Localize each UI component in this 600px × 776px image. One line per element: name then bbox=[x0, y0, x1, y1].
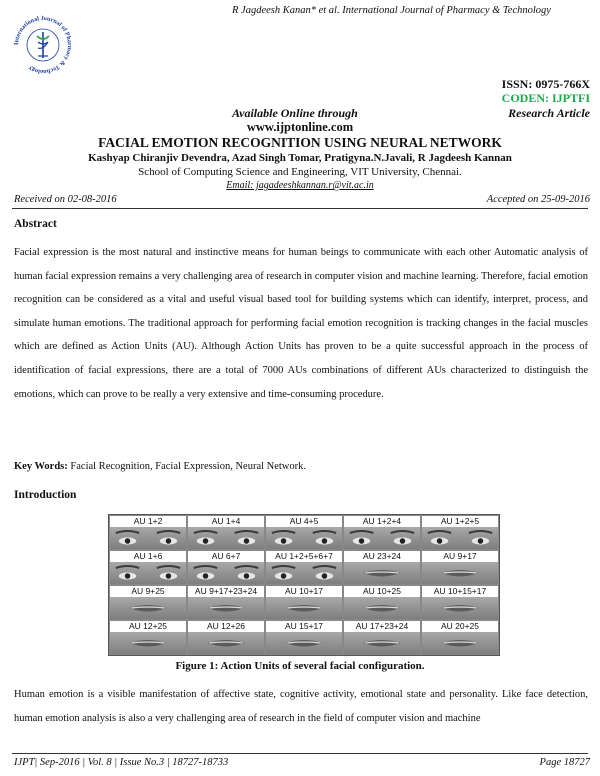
au-label: AU 1+2+5+6+7 bbox=[275, 551, 333, 561]
logo-ring-text: International Journal of Pharmacy & Technology bbox=[12, 14, 74, 76]
eyes-image bbox=[110, 562, 186, 584]
mouth-image bbox=[344, 597, 420, 619]
au-label: AU 17+23+24 bbox=[355, 621, 409, 631]
au-label: AU 23+24 bbox=[362, 551, 402, 561]
au-label: AU 10+17 bbox=[284, 586, 324, 596]
footer-citation: IJPT| Sep-2016 | Vol. 8 | Issue No.3 | 18727-18733 bbox=[14, 757, 229, 768]
figure-caption: Figure 1: Action Units of several facial configuration. bbox=[175, 660, 425, 672]
au-cell bbox=[265, 550, 343, 585]
keywords-text: Facial Recognition, Facial Expression, Neural Network. bbox=[67, 461, 307, 472]
page-number: Page 18727 bbox=[539, 757, 590, 768]
mouth-image bbox=[422, 632, 498, 654]
introduction-text: Human emotion is a visible manifestation of affective state, cognitive activity, emotional state and personality. Like face detection, human emotion analysis is also a very challenging area of research in the field of computer vision and machine bbox=[14, 689, 588, 724]
issn: ISSN: 0975-766X bbox=[501, 77, 590, 91]
au-label: AU 15+17 bbox=[284, 621, 324, 631]
eyes-image bbox=[422, 527, 498, 549]
au-cell bbox=[109, 620, 187, 655]
authors: Kashyap Chiranjiv Devendra, Azad Singh Tomar, Pratigyna.N.Javali, R Jagdeesh Kannan bbox=[88, 152, 512, 164]
available-online: Available Online through bbox=[232, 106, 358, 120]
mouth-image bbox=[344, 632, 420, 654]
coden: CODEN: IJPTFI bbox=[501, 91, 590, 105]
introduction-heading: Introduction bbox=[14, 489, 77, 501]
au-label: AU 1+4 bbox=[211, 516, 241, 526]
accepted-date: Accepted on 25-09-2016 bbox=[486, 194, 590, 205]
mouth-image bbox=[344, 562, 420, 584]
au-label: AU 1+2+4 bbox=[362, 516, 402, 526]
action-units-figure bbox=[108, 514, 500, 656]
keywords bbox=[14, 461, 306, 472]
action-units-grid bbox=[109, 515, 499, 655]
abstract-text: Facial expression is the most natural and instinctive means for human beings to communicate with each other Automatic analysis of human facial expression remains a very challenging area of research in computer vision and machine learning. Therefore, facial emotion recognition can be considered as a vital and useful visual based tool for building systems which can identify, interpret, process, and simulate human emotions. The traditional approach for performing facial emotion recognition is tracking changes in the facial muscles which are defined as Action Units (AU). Although Action Units has proven to be a quite successful approach in the process of identification of facial expressions, there are a total of 7000 AUs combinations of different AUs characterized to distinguish the emotions, which can prove to be really a very extensive and time-consuming procedure. bbox=[14, 247, 588, 400]
eyes-image bbox=[266, 562, 342, 584]
mouth-image bbox=[422, 562, 498, 584]
eyes-image bbox=[188, 527, 264, 549]
eyes-image bbox=[188, 562, 264, 584]
au-cell bbox=[265, 585, 343, 620]
au-cell bbox=[343, 620, 421, 655]
au-label: AU 1+2+5 bbox=[440, 516, 480, 526]
received-date: Received on 02-08-2016 bbox=[14, 194, 117, 205]
au-label: AU 10+25 bbox=[362, 586, 402, 596]
au-label: AU 4+5 bbox=[289, 516, 319, 526]
au-cell bbox=[343, 550, 421, 585]
au-cell bbox=[109, 515, 187, 550]
au-label: AU 9+17+23+24 bbox=[194, 586, 258, 596]
affiliation: School of Computing Science and Engineering, VIT University, Chennai. bbox=[138, 166, 462, 178]
article-type: Research Article bbox=[508, 106, 590, 120]
mouth-image bbox=[188, 597, 264, 619]
au-label: AU 12+25 bbox=[128, 621, 168, 631]
au-label: AU 6+7 bbox=[211, 551, 241, 561]
au-cell bbox=[343, 585, 421, 620]
running-head: R Jagdeesh Kanan* et al. International Journal of Pharmacy & Technology bbox=[232, 5, 551, 16]
au-label: AU 10+15+17 bbox=[433, 586, 487, 596]
au-cell bbox=[265, 620, 343, 655]
eyes-image bbox=[344, 527, 420, 549]
au-label: AU 1+2 bbox=[133, 516, 163, 526]
keywords-label: Key Words: bbox=[14, 461, 68, 472]
au-cell bbox=[187, 550, 265, 585]
mouth-image bbox=[188, 632, 264, 654]
mouth-image bbox=[266, 632, 342, 654]
au-cell bbox=[109, 550, 187, 585]
au-cell bbox=[421, 585, 499, 620]
eyes-image bbox=[110, 527, 186, 549]
paper-title: FACIAL EMOTION RECOGNITION USING NEURAL NETWORK bbox=[98, 135, 502, 150]
au-cell bbox=[265, 515, 343, 550]
footer-divider bbox=[12, 753, 588, 754]
mouth-image bbox=[422, 597, 498, 619]
au-label: AU 20+25 bbox=[440, 621, 480, 631]
au-label: AU 12+26 bbox=[206, 621, 246, 631]
au-cell bbox=[187, 585, 265, 620]
au-cell bbox=[421, 620, 499, 655]
mouth-image bbox=[110, 632, 186, 654]
journal-website[interactable]: www.ijptonline.com bbox=[246, 120, 354, 134]
au-cell bbox=[109, 585, 187, 620]
mouth-image bbox=[110, 597, 186, 619]
eyes-image bbox=[266, 527, 342, 549]
au-cell bbox=[343, 515, 421, 550]
au-cell bbox=[421, 515, 499, 550]
journal-logo bbox=[10, 12, 76, 78]
author-email[interactable]: Email: jagadeeshkannan.r@vit.ac.in bbox=[226, 180, 374, 191]
abstract-heading: Abstract bbox=[14, 218, 57, 230]
mouth-image bbox=[266, 597, 342, 619]
au-cell bbox=[421, 550, 499, 585]
au-label: AU 1+6 bbox=[133, 551, 163, 561]
au-label: AU 9+17 bbox=[443, 551, 477, 561]
au-label: AU 9+25 bbox=[131, 586, 165, 596]
au-cell bbox=[187, 515, 265, 550]
au-cell bbox=[187, 620, 265, 655]
header-divider bbox=[12, 208, 588, 209]
